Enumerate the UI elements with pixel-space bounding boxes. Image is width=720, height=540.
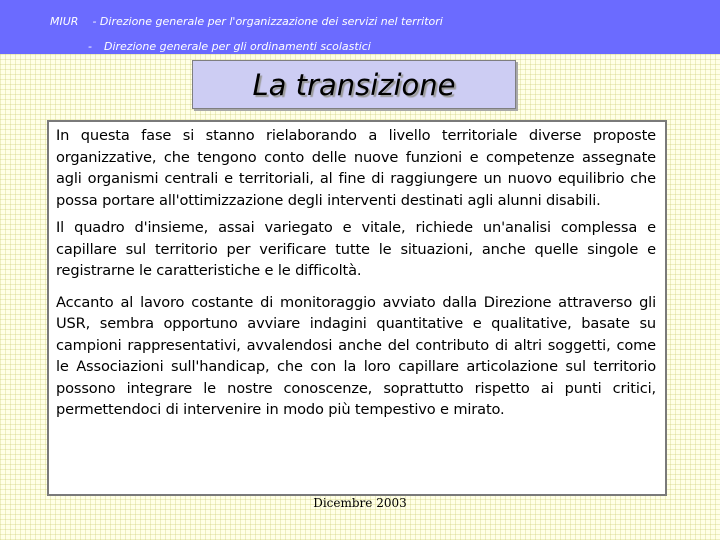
header-dash-1: - (92, 15, 97, 28)
header-direzione-organizzazione: Direzione generale per l'organizzazione dei servizi nel territori (99, 15, 443, 28)
header-line-2 (88, 40, 371, 53)
paragraph-2: Il quadro d'insieme, assai variegato e vitale, richiede un'analisi complessa e capillare sul territorio per verificare tutte le situazioni, anche quelle singole e registrarne le caratteristiche e le difficoltà. (56, 219, 656, 279)
slide-title: La transizione (252, 67, 456, 102)
paragraph-1: In questa fase si stanno rielaborando a livello territoriale diverse proposte organizzative, che tengono conto delle nuove funzioni e competenze assegnate agli organismi centrali e territoriali, al fine di raggiungere un nuovo equilibrio che possa portare all'ottimizzazione degli interventi destinati agli alunni disabili. (56, 127, 656, 209)
header-org: MIUR (50, 15, 79, 28)
slide-title-box (192, 60, 516, 109)
header-dash-2: - (88, 40, 92, 53)
header-line-1 (50, 15, 443, 28)
paragraph-3: Accanto al lavoro costante di monitoraggio avviato dalla Direzione attraverso gli USR, sembra opportuno avviare indagini quantitative e qualitative, basate su campioni rappresentativi, avvalendosi anche del contributo di altri soggetti, come le Associazioni sull'handicap, che con la loro capillare articolazione sul territorio possono integrare le nostre conoscenze, soprattutto rispetto ai punti critici, permettendoci di intervenire in modo più tempestivo e mirato. (56, 293, 656, 418)
header-direzione-ordinamenti: Direzione generale per gli ordinamenti scolastici (103, 40, 371, 53)
content-box (47, 120, 667, 496)
footer-date: Dicembre 2003 (313, 496, 407, 510)
header-band (0, 0, 720, 54)
